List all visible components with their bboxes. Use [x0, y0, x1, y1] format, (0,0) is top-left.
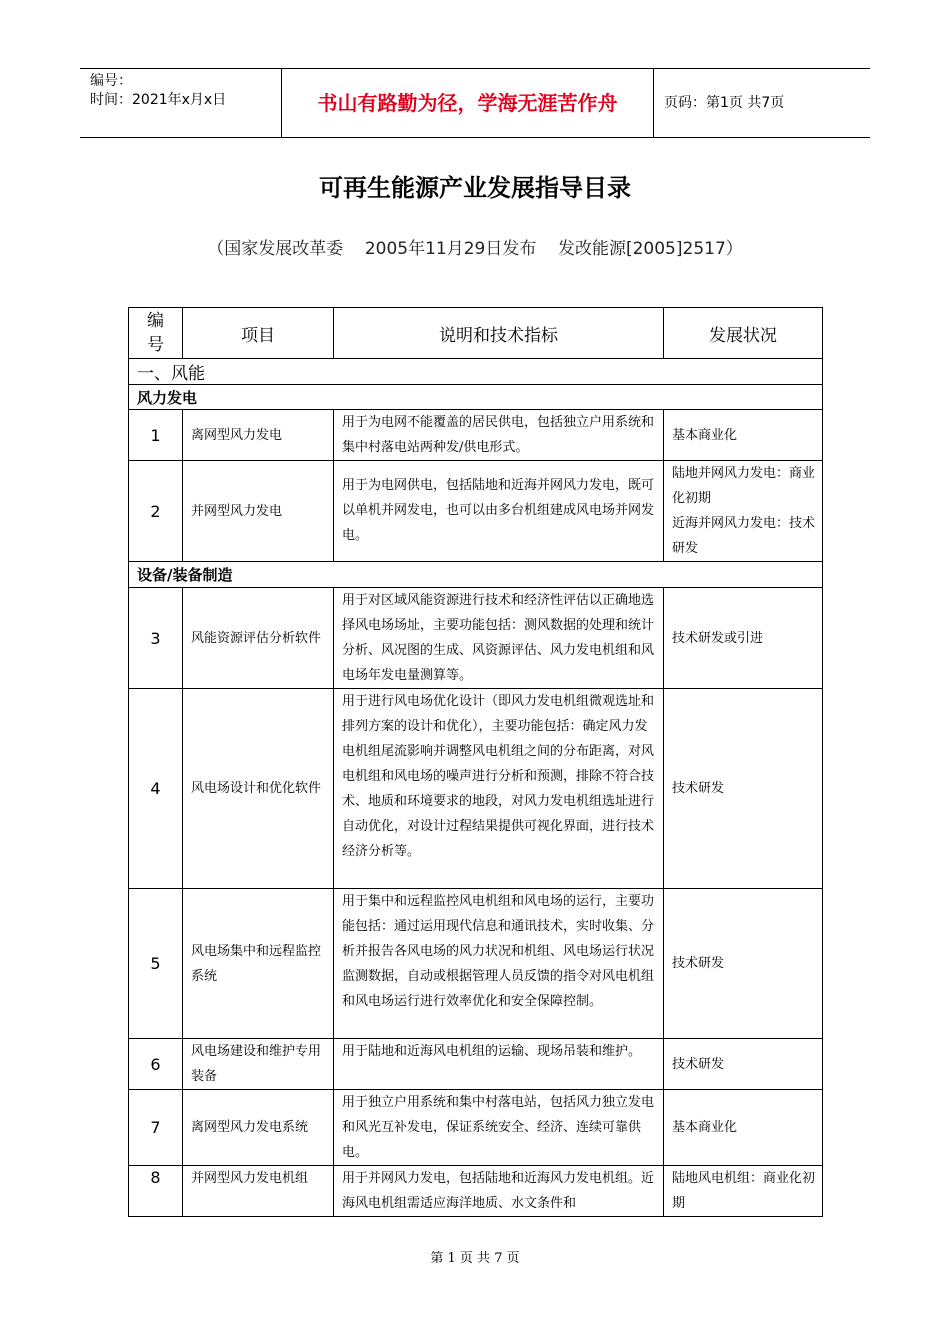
table-row: [129, 689, 823, 889]
header-motto: 书山有路勤为径，学海无涯苦作舟: [281, 69, 654, 137]
col-header-number: 编号: [129, 308, 183, 359]
row-description: 用于对区域风能资源进行技术和经济性评估以正确地选择风电场场址，主要功能包括：测风数据的处理和统计分析、风况图的生成、风资源评估、风力发电机组和风电场年发电量测算等。: [334, 588, 664, 689]
page-title: 可再生能源产业发展指导目录: [319, 174, 631, 202]
section-row: [129, 359, 823, 385]
section-title: 一、风能: [129, 359, 823, 385]
subsection-row: [129, 385, 823, 410]
subsection-title: 风力发电: [129, 385, 823, 410]
page-subtitle: （国家发展改革委 2005年11月29日发布 发改能源[2005]2517）: [207, 239, 743, 259]
row-description: 用于进行风电场优化设计（即风力发电机组微观选址和排列方案的设计和优化），主要功能包括：确定风力发电机组尾流影响并调整风电机组之间的分布距离，对风电机组和风电场的噪声进行分析和预测，排除不符合技术、地质和环境要求的地段，对风力发电机组选址进行自动优化，对设计过程结果提供可视化界面，进行技术经济分析等。: [334, 689, 664, 889]
row-item: 离网型风力发电系统: [183, 1090, 334, 1166]
table-row: [129, 410, 823, 461]
row-status: 技术研发: [664, 689, 823, 889]
row-item: 风电场建设和维护专用装备: [183, 1039, 334, 1090]
row-description: 用于为电网供电，包括陆地和近海并网风力发电，既可以单机并网发电，也可以由多台机组建成风电场并网发电。: [334, 461, 664, 562]
page-header: [80, 68, 870, 138]
row-number: 2: [129, 461, 183, 562]
row-number: 3: [129, 588, 183, 689]
row-description: 用于并网风力发电，包括陆地和近海风力发电机组。近海风电机组需适应海洋地质、水文条件和: [334, 1166, 664, 1217]
row-description: 用于为电网不能覆盖的居民供电，包括独立户用系统和集中村落电站两种发/供电形式。: [334, 410, 664, 461]
row-status: 技术研发: [664, 889, 823, 1039]
row-item: 离网型风力发电: [183, 410, 334, 461]
header-page-info: 页码：第1页 共7页: [664, 95, 785, 111]
header-meta: [80, 69, 281, 137]
row-item: 风能资源评估分析软件: [183, 588, 334, 689]
row-description: 用于集中和远程监控风电机组和风电场的运行，主要功能包括：通过运用现代信息和通讯技术，实时收集、分析并报告各风电场的风力状况和机组、风电场运行状况监测数据，自动或根据管理人员反馈的指令对风电机组和风电场运行进行效率优化和安全保障控制。: [334, 889, 664, 1039]
subsection-title: 设备/装备制造: [129, 562, 823, 588]
number-label: 编号：: [90, 73, 132, 89]
table-header-row: [129, 308, 823, 359]
col-header-item: 项目: [183, 308, 334, 359]
row-item: 风电场集中和远程监控系统: [183, 889, 334, 1039]
row-item: 风电场设计和优化软件: [183, 689, 334, 889]
catalog-table: [128, 307, 823, 1217]
row-item: 并网型风力发电机组: [183, 1166, 334, 1217]
row-status: 陆地并网风力发电：商业化初期 近海并网风力发电：技术研发: [664, 461, 823, 562]
table-row: [129, 588, 823, 689]
row-status: 技术研发或引进: [664, 588, 823, 689]
row-number: 1: [129, 410, 183, 461]
row-number: 4: [129, 689, 183, 889]
row-description: 用于陆地和近海风电机组的运输、现场吊装和维护。: [334, 1039, 664, 1090]
row-number: 5: [129, 889, 183, 1039]
table-row: [129, 1166, 823, 1217]
row-description: 用于独立户用系统和集中村落电站，包括风力独立发电和风光互补发电，保证系统安全、经济、连续可靠供电。: [334, 1090, 664, 1166]
col-header-description: 说明和技术指标: [334, 308, 664, 359]
row-number: 8: [129, 1166, 183, 1217]
page-footer: 第 1 页 共 7 页: [430, 1251, 520, 1266]
table-row: [129, 889, 823, 1039]
table-row: [129, 461, 823, 562]
row-status: 陆地风电机组：商业化初期: [664, 1166, 823, 1217]
row-item: 并网型风力发电: [183, 461, 334, 562]
table-row: [129, 1039, 823, 1090]
time-label: 时间：2021年x月x日: [90, 92, 227, 108]
subsection-row: [129, 562, 823, 588]
row-status: 基本商业化: [664, 1090, 823, 1166]
row-number: 6: [129, 1039, 183, 1090]
row-number: 7: [129, 1090, 183, 1166]
col-header-status: 发展状况: [664, 308, 823, 359]
row-status: 技术研发: [664, 1039, 823, 1090]
row-status: 基本商业化: [664, 410, 823, 461]
table-row: [129, 1090, 823, 1166]
